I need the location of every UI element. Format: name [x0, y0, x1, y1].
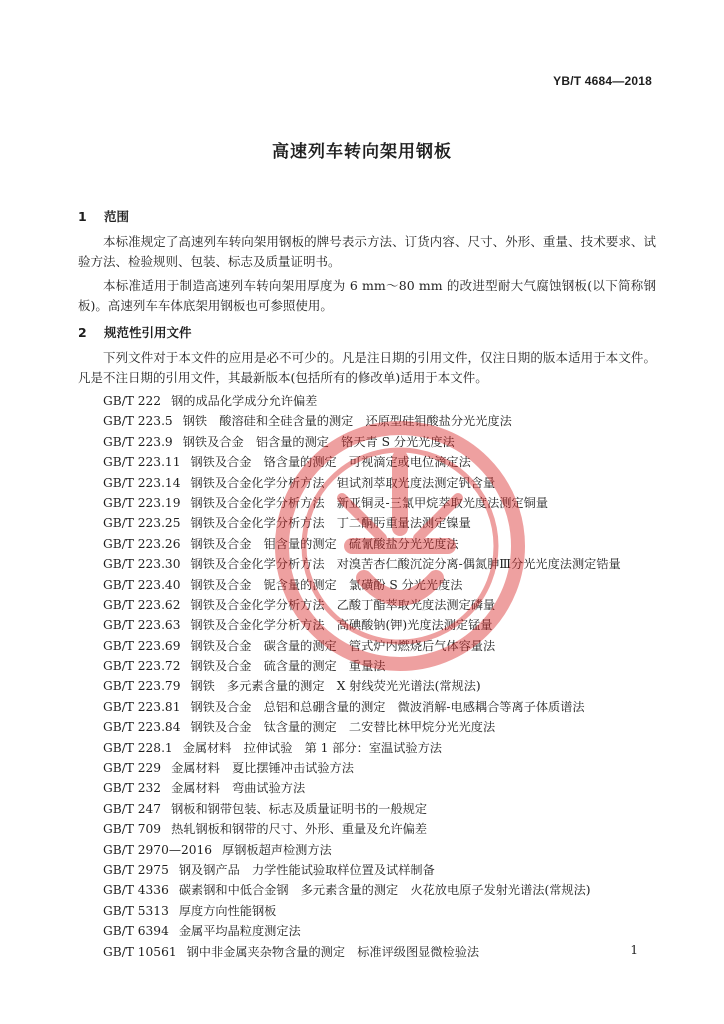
- reference-code: GB/T 223.79: [103, 679, 181, 694]
- reference-item: [103, 860, 621, 880]
- reference-title: 钢铁及合金 铌含量的测定 氯磺酚 S 分光光度法: [190, 577, 463, 592]
- reference-code: GB/T 2975: [103, 862, 169, 877]
- reference-title: 钢铁 酸溶硅和全硅含量的测定 还原型硅钼酸盐分光光度法: [182, 414, 512, 429]
- reference-item: [103, 575, 621, 595]
- reference-item: [103, 676, 621, 696]
- reference-item: [103, 738, 621, 758]
- reference-title: 钢的成品化学成分允许偏差: [171, 394, 318, 408]
- reference-title: 钢铁及合金 总铝和总硼含量的测定 微波消解-电感耦合等离子体质谱法: [190, 699, 585, 714]
- reference-title: 钢板和钢带包装、标志及质量证明书的一般规定: [171, 801, 428, 816]
- standard-code: YB/T 4684—2018: [553, 74, 652, 88]
- document-title: 高速列车转向架用钢板: [272, 142, 452, 162]
- reference-code: GB/T 223.84: [103, 720, 181, 735]
- section-1-paragraph-1: 本标准规定了高速列车转向架用钢板的牌号表示方法、订货内容、尺寸、外形、重量、技术要求、试验方法、检验规则、包装、标志及质量证明书。: [78, 234, 656, 269]
- reference-title: 钢铁及合金化学分析方法 钽试剂萃取光度法测定钒含量: [190, 475, 496, 490]
- reference-item: [103, 493, 621, 513]
- reference-code: GB/T 709: [103, 822, 162, 837]
- section-2-heading: [78, 323, 192, 341]
- reference-item: [103, 432, 621, 452]
- reference-item: [103, 452, 621, 472]
- reference-title: 金属材料 夏比摆锤冲击试验方法: [171, 761, 354, 776]
- reference-title: 钢铁及合金 铬含量的测定 可视滴定或电位滴定法: [190, 455, 471, 470]
- reference-code: GB/T 223.9: [103, 434, 173, 449]
- reference-title: 钢铁及合金化学分析方法 新亚铜灵-三氯甲烷萃取光度法测定铜量: [190, 495, 549, 510]
- reference-code: GB/T 10561: [103, 944, 177, 959]
- reference-code: GB/T 223.5: [103, 414, 173, 429]
- reference-title: 钢铁及合金 硫含量的测定 重量法: [190, 659, 386, 674]
- reference-title: 热轧钢板和钢带的尺寸、外形、重量及允许偏差: [171, 822, 428, 837]
- reference-title: 钢及钢产品 力学性能试验取样位置及试样制备: [178, 862, 435, 877]
- section-1-title: 范围: [104, 209, 130, 224]
- reference-code: GB/T 247: [103, 801, 162, 816]
- reference-item: [103, 758, 621, 778]
- reference-code: GB/T 223.14: [103, 475, 181, 490]
- reference-title: 钢铁及合金 钼含量的测定 硫氰酸盐分光光度法: [190, 536, 459, 551]
- reference-title: 钢铁及合金 钛含量的测定 二安替比林甲烷分光光度法: [190, 720, 496, 735]
- reference-code: GB/T 223.81: [103, 699, 181, 714]
- reference-title: 钢中非金属夹杂物含量的测定 标准评级图显微检验法: [186, 944, 480, 959]
- reference-item: [103, 880, 621, 900]
- reference-code: GB/T 222: [103, 394, 162, 408]
- reference-code: GB/T 223.11: [103, 455, 181, 470]
- reference-code: GB/T 5313: [103, 903, 169, 918]
- reference-code: GB/T 223.19: [103, 495, 181, 510]
- reference-title: 金属材料 拉伸试验 第 1 部分：室温试验方法: [182, 740, 442, 755]
- reference-code: GB/T 223.63: [103, 618, 181, 633]
- reference-title: 钢铁及合金化学分析方法 丁二酮肟重量法测定镍量: [190, 516, 471, 531]
- reference-item: [103, 942, 621, 962]
- reference-item: [103, 554, 621, 574]
- reference-item: [103, 473, 621, 493]
- reference-code: GB/T 232: [103, 781, 162, 796]
- reference-title: 钢铁 多元素含量的测定 X 射线荧光光谱法(常规法): [190, 679, 481, 694]
- reference-title: 金属平均晶粒度测定法: [178, 924, 301, 939]
- reference-item: [103, 921, 621, 941]
- reference-code: GB/T 228.1: [103, 740, 173, 755]
- reference-code: GB/T 223.40: [103, 577, 181, 592]
- reference-item: [103, 636, 621, 656]
- reference-code: GB/T 223.25: [103, 516, 181, 531]
- reference-code: GB/T 229: [103, 761, 162, 776]
- reference-item: [103, 697, 621, 717]
- page-number: 1: [630, 943, 638, 957]
- reference-code: GB/T 2970—2016: [103, 842, 213, 857]
- reference-item: [103, 840, 621, 860]
- reference-item: [103, 615, 621, 635]
- reference-title: 厚钢板超声检测方法: [222, 842, 332, 857]
- section-1-heading: [78, 207, 129, 225]
- reference-item: [103, 717, 621, 737]
- reference-code: GB/T 223.26: [103, 536, 181, 551]
- normative-references-list: [103, 391, 621, 962]
- reference-title: 金属材料 弯曲试验方法: [171, 781, 306, 796]
- section-2-title: 规范性引用文件: [104, 325, 192, 340]
- reference-title: 钢铁及合金 铝含量的测定 铬天青 S 分光光度法: [182, 434, 455, 449]
- reference-item: [103, 819, 621, 839]
- reference-title: 钢铁及合金化学分析方法 高碘酸钠(钾)光度法测定锰量: [190, 618, 493, 633]
- section-2-number: 2: [78, 325, 87, 340]
- reference-item: [103, 513, 621, 533]
- reference-title: 钢铁及合金化学分析方法 乙酸丁酯萃取光度法测定磷量: [190, 597, 496, 612]
- reference-title: 钢铁及合金 碳含量的测定 管式炉内燃烧后气体容量法: [190, 638, 496, 653]
- reference-item: [103, 534, 621, 554]
- reference-item: [103, 778, 621, 798]
- reference-code: GB/T 223.30: [103, 557, 181, 572]
- reference-item: [103, 595, 621, 615]
- reference-item: [103, 799, 621, 819]
- reference-title: 钢铁及合金化学分析方法 对溴苦杏仁酸沉淀分离-偶氮胂Ⅲ分光光度法测定锆量: [190, 557, 621, 572]
- reference-code: GB/T 4336: [103, 883, 169, 898]
- reference-code: GB/T 6394: [103, 924, 169, 939]
- reference-item: [103, 391, 621, 411]
- reference-title: 厚度方向性能钢板: [178, 903, 277, 918]
- section-1-paragraph-2: 本标准适用于制造高速列车转向架用厚度为 6 mm～80 mm 的改进型耐大气腐蚀钢板(以下简称钢板)。高速列车车体底架用钢板也可参照使用。: [78, 278, 656, 313]
- reference-code: GB/T 223.62: [103, 597, 181, 612]
- section-2-paragraph-1: 下列文件对于本文件的应用是必不可少的。凡是注日期的引用文件，仅注日期的版本适用于本文件。凡是不注日期的引用文件，其最新版本(包括所有的修改单)适用于本文件。: [78, 350, 656, 385]
- reference-item: [103, 656, 621, 676]
- reference-item: [103, 411, 621, 431]
- reference-title: 碳素钢和中低合金钢 多元素含量的测定 火花放电原子发射光谱法(常规法): [178, 883, 591, 898]
- reference-code: GB/T 223.69: [103, 638, 181, 653]
- reference-code: GB/T 223.72: [103, 659, 181, 674]
- section-1-number: 1: [78, 209, 87, 224]
- reference-item: [103, 901, 621, 921]
